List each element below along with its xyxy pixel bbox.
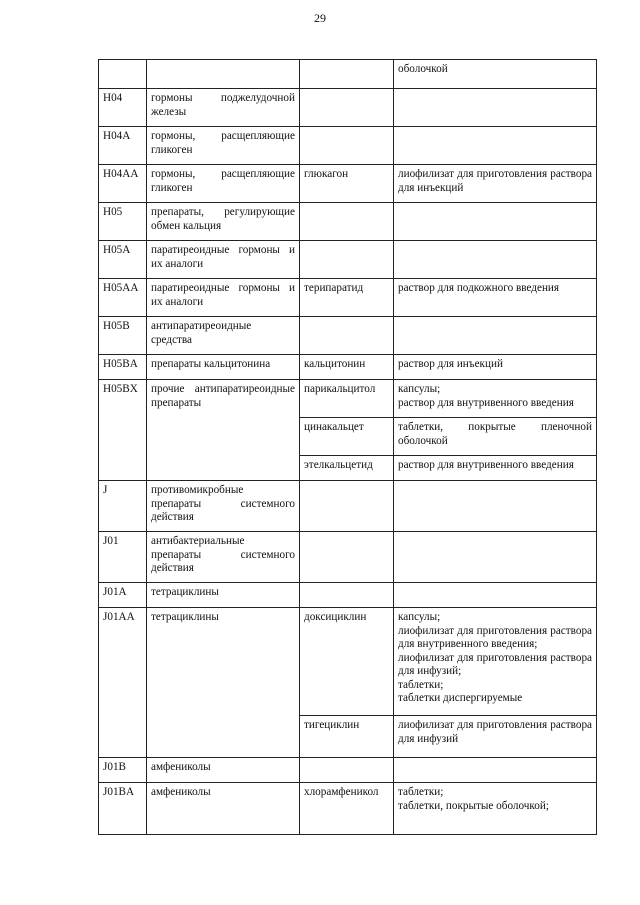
drug-name-cell <box>300 481 394 532</box>
group-name-cell: препараты, регулирующие обмен кальция <box>147 203 300 241</box>
dosage-forms-cell <box>394 60 597 89</box>
drug-name-cell: терипаратид <box>300 279 394 317</box>
group-name-cell: гормоны поджелудочной железы <box>147 89 300 127</box>
table-row <box>99 608 597 716</box>
dosage-form-line: раствор для внутривенного введения <box>398 459 574 471</box>
drug-name-cell: тигециклин <box>300 716 394 758</box>
dosage-forms-cell <box>394 783 597 835</box>
table-row <box>99 380 597 418</box>
table-row <box>99 481 597 532</box>
group-name-cell <box>147 60 300 89</box>
atc-code-cell: H04A <box>99 127 147 165</box>
group-name-cell: гормоны, расщепляющие гликоген <box>147 127 300 165</box>
drug-name-cell: парикальцитол <box>300 380 394 418</box>
table-row <box>99 317 597 355</box>
atc-code-cell: J01 <box>99 532 147 583</box>
drug-name-cell <box>300 532 394 583</box>
table-row <box>99 165 597 203</box>
dosage-forms-cell <box>394 380 597 418</box>
table-row <box>99 783 597 835</box>
drug-name-cell: кальцитонин <box>300 355 394 380</box>
atc-code-cell <box>99 60 147 89</box>
atc-code-cell: H05AA <box>99 279 147 317</box>
group-name-cell: паратиреоидные гормоны и их аналоги <box>147 241 300 279</box>
drug-name-cell: глюкагон <box>300 165 394 203</box>
group-name-cell: гормоны, расщепляющие гликоген <box>147 165 300 203</box>
group-name-cell: тетрациклины <box>147 608 300 758</box>
drug-name-cell <box>300 203 394 241</box>
atc-code-cell: J01A <box>99 583 147 608</box>
dosage-forms-cell <box>394 481 597 532</box>
dosage-forms-cell <box>394 317 597 355</box>
table-row <box>99 355 597 380</box>
dosage-form-line: капсулы; <box>398 611 441 623</box>
table-row <box>99 241 597 279</box>
dosage-forms-cell <box>394 583 597 608</box>
drug-name-cell: цинакальцет <box>300 418 394 456</box>
dosage-form-line: лиофилизат для приготовления раствора для инфузий; <box>398 651 592 677</box>
dosage-form-line: таблетки; <box>398 786 444 798</box>
atc-code-cell: H05BA <box>99 355 147 380</box>
group-name-cell: тетрациклины <box>147 583 300 608</box>
dosage-forms-cell <box>394 608 597 716</box>
table-row <box>99 532 597 583</box>
table-row <box>99 583 597 608</box>
dosage-forms-cell <box>394 203 597 241</box>
dosage-forms-cell <box>394 127 597 165</box>
table-row <box>99 758 597 783</box>
drug-name-cell <box>300 241 394 279</box>
dosage-forms-cell <box>394 355 597 380</box>
group-name-cell: противомикробные препараты системного действия <box>147 481 300 532</box>
atc-code-cell: H04AA <box>99 165 147 203</box>
dosage-form-line: раствор для внутривенного введения <box>398 396 574 409</box>
atc-code-cell: H05BX <box>99 380 147 481</box>
drug-name-cell <box>300 317 394 355</box>
atc-code-cell: J01BA <box>99 783 147 835</box>
group-name-cell: антибактериальные препараты системного действия <box>147 532 300 583</box>
dosage-form-line: таблетки диспергируемые <box>398 692 523 704</box>
dosage-forms-cell <box>394 241 597 279</box>
table-row <box>99 279 597 317</box>
drug-list-table <box>98 59 597 835</box>
atc-code-cell: J01AA <box>99 608 147 758</box>
dosage-forms-cell <box>394 89 597 127</box>
atc-code-cell: J01B <box>99 758 147 783</box>
group-name-cell: прочие антипаратиреоидные препараты <box>147 380 300 481</box>
dosage-forms-cell <box>394 279 597 317</box>
group-name-cell: паратиреоидные гормоны и их аналоги <box>147 279 300 317</box>
drug-name-cell: хлорамфеникол <box>300 783 394 835</box>
group-name-cell: препараты кальцитонина <box>147 355 300 380</box>
dosage-form-line: лиофилизат для приготовления раствора для инъекций <box>398 168 592 194</box>
dosage-forms-cell <box>394 165 597 203</box>
table-row <box>99 127 597 165</box>
dosage-form-line: таблетки, покрытые оболочкой; <box>398 799 549 812</box>
drug-name-cell <box>300 758 394 783</box>
dosage-form-line: таблетки; <box>398 678 444 691</box>
atc-code-cell: H05A <box>99 241 147 279</box>
drug-name-cell <box>300 89 394 127</box>
table-row <box>99 89 597 127</box>
page-number: 29 <box>314 11 326 25</box>
drug-name-cell <box>300 60 394 89</box>
dosage-forms-cell <box>394 532 597 583</box>
group-name-cell: амфениколы <box>147 783 300 835</box>
table-row <box>99 60 597 89</box>
dosage-forms-cell <box>394 456 597 481</box>
dosage-form-line: лиофилизат для приготовления раствора для инфузий <box>398 719 592 745</box>
dosage-form-line: оболочкой <box>398 63 448 75</box>
dosage-forms-cell <box>394 758 597 783</box>
atc-code-cell: H04 <box>99 89 147 127</box>
dosage-form-line: раствор для подкожного введения <box>398 282 560 294</box>
dosage-form-line: капсулы; <box>398 383 441 395</box>
dosage-form-line: лиофилизат для приготовления раствора для внутривенного введения; <box>398 624 592 650</box>
atc-code-cell: J <box>99 481 147 532</box>
atc-code-cell: H05 <box>99 203 147 241</box>
dosage-forms-cell <box>394 418 597 456</box>
drug-name-cell <box>300 127 394 165</box>
dosage-forms-cell <box>394 716 597 758</box>
group-name-cell: антипаратиреоидные средства <box>147 317 300 355</box>
table-row <box>99 203 597 241</box>
dosage-form-line: таблетки, покрытые пленочной оболочкой <box>398 421 592 447</box>
drug-name-cell <box>300 583 394 608</box>
atc-code-cell: H05B <box>99 317 147 355</box>
group-name-cell: амфениколы <box>147 758 300 783</box>
drug-name-cell: доксициклин <box>300 608 394 716</box>
drug-name-cell: этелкальцетид <box>300 456 394 481</box>
dosage-form-line: раствор для инъекций <box>398 358 503 370</box>
